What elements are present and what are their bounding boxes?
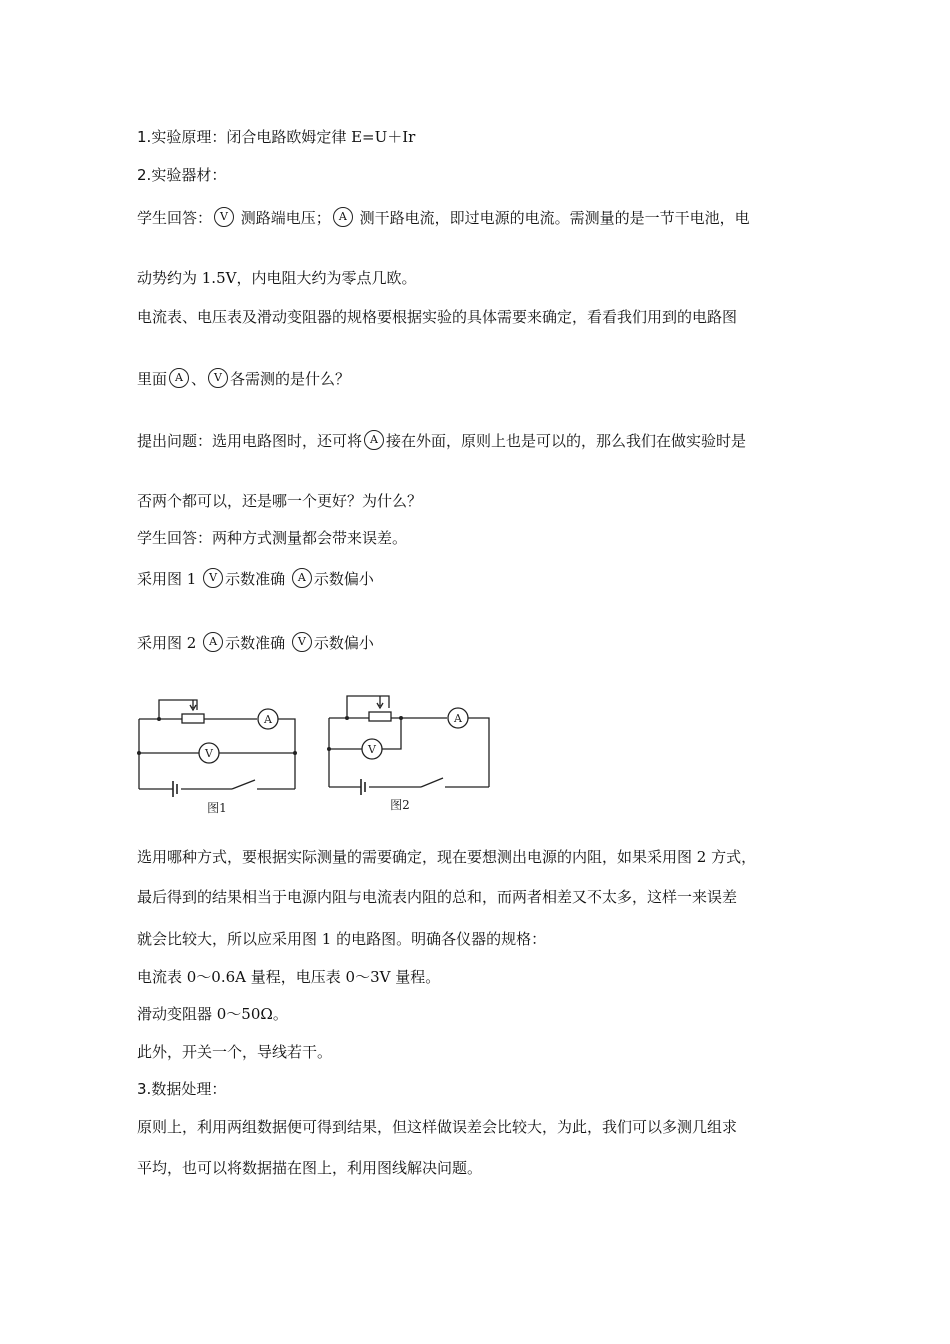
text-run: 测路端电压； xyxy=(236,209,331,227)
ammeter-icon: A xyxy=(203,632,223,652)
text-run: 3. xyxy=(137,1080,152,1098)
circuit-diagrams-svg xyxy=(137,688,509,822)
line-specs-intro xyxy=(137,307,737,327)
ammeter-icon: A xyxy=(333,207,353,227)
text-run: 示数偏小 xyxy=(313,634,374,652)
line-fig2-result xyxy=(137,632,374,653)
text-run: 采用图 1 xyxy=(137,570,202,588)
line-choice-explanation xyxy=(137,847,756,867)
line-student-answer-1 xyxy=(137,207,750,228)
text-run: 学生回答：两种方式测量都会带来误差。 xyxy=(137,529,408,547)
line-fig1-result xyxy=(137,568,374,589)
figure-2-caption: 图2 xyxy=(390,798,410,812)
text-run: 原则上，利用两组数据便可得到结果，但这样做误差会比较大，为此，我们可以多测几组求 xyxy=(137,1118,738,1136)
text-run: 示数偏小 xyxy=(313,570,374,588)
text-run: 各需测的是什么？ xyxy=(230,370,351,388)
text-run: 1. xyxy=(137,128,152,146)
text-run: 平均，也可以将数据描在图上，利用图线解决问题。 xyxy=(137,1159,483,1177)
ammeter-1-label: A xyxy=(264,713,272,726)
text-run: 提出问题：选用电路图时，还可将 xyxy=(137,432,363,450)
text-run: 实验器材： xyxy=(151,166,227,184)
voltmeter-icon: V xyxy=(214,207,234,227)
text-run: 最后得到的结果相当于电源内阻与电流表内阻的总和，而两者相差又不太多，这样一来误差 xyxy=(137,888,738,906)
line-data-heading xyxy=(137,1079,226,1099)
ammeter-icon: A xyxy=(364,430,384,450)
line-data-method-2 xyxy=(137,1158,482,1178)
text-run: 电流表、电压表及滑动变阻器的规格要根据实验的具体需要来确定，看看我们用到的电路图 xyxy=(137,308,738,326)
line-rheostat-range xyxy=(137,1004,288,1024)
line-student-answer-2 xyxy=(137,528,407,548)
voltmeter-icon: V xyxy=(208,368,228,388)
text-run: 动势约为 1.5V，内电阻大约为零点几欧。 xyxy=(137,269,417,287)
text-run: 电流表 0～0.6A 量程，电压表 0～3V 量程。 xyxy=(137,968,441,986)
text-run: 就会比较大，所以应采用图 1 的电路图。明确各仪器的规格： xyxy=(137,930,547,948)
voltmeter-icon: V xyxy=(292,632,312,652)
text-run: 滑动变阻器 0～50Ω。 xyxy=(137,1005,288,1023)
circuit-figure xyxy=(137,688,509,826)
line-what-measured xyxy=(137,368,350,389)
ammeter-icon: A xyxy=(169,368,189,388)
figure-1-caption: 图1 xyxy=(207,801,227,815)
text-run: 选用哪种方式，要根据实际测量的需要确定，现在要想测出电源的内阻，如果采用图 2 方式， xyxy=(137,848,757,866)
line-equipment-heading xyxy=(137,165,226,185)
voltmeter-1-label: V xyxy=(205,747,213,760)
line-meter-ranges xyxy=(137,967,440,987)
line-principle xyxy=(137,127,415,147)
text-run: 测干路电流，即过电源的电流。需测量的是一节干电池，电 xyxy=(354,209,750,227)
text-run: 采用图 2 xyxy=(137,634,202,652)
line-choice-explanation-2 xyxy=(137,887,737,907)
line-switch-wires xyxy=(137,1042,332,1062)
circuit-figure-2 xyxy=(329,696,489,795)
text-run: 实验原理：闭合电路欧姆定律 E=U＋Ir xyxy=(151,128,416,146)
voltmeter-2-label: V xyxy=(368,743,376,756)
text-run: 学生回答： xyxy=(137,209,213,227)
line-question-cont xyxy=(137,491,422,511)
text-run: 示数准确 xyxy=(225,570,290,588)
line-emf-estimate xyxy=(137,268,416,288)
text-run: 示数准确 xyxy=(225,634,290,652)
text-run: 接在外面，原则上也是可以的，那么我们在做实验时是 xyxy=(386,432,747,450)
text-run: 此外，开关一个，导线若干。 xyxy=(137,1043,333,1061)
voltmeter-icon: V xyxy=(203,568,223,588)
ammeter-icon: A xyxy=(292,568,312,588)
text-run: 2. xyxy=(137,166,152,184)
line-choice-explanation-3 xyxy=(137,929,546,949)
line-question xyxy=(137,430,746,451)
line-data-method xyxy=(137,1117,737,1137)
text-run: 、 xyxy=(191,370,207,388)
text-run: 里面 xyxy=(137,370,168,388)
text-run: 否两个都可以，还是哪一个更好？为什么？ xyxy=(137,492,423,510)
ammeter-2-label: A xyxy=(454,712,462,725)
text-run: 数据处理： xyxy=(151,1080,227,1098)
